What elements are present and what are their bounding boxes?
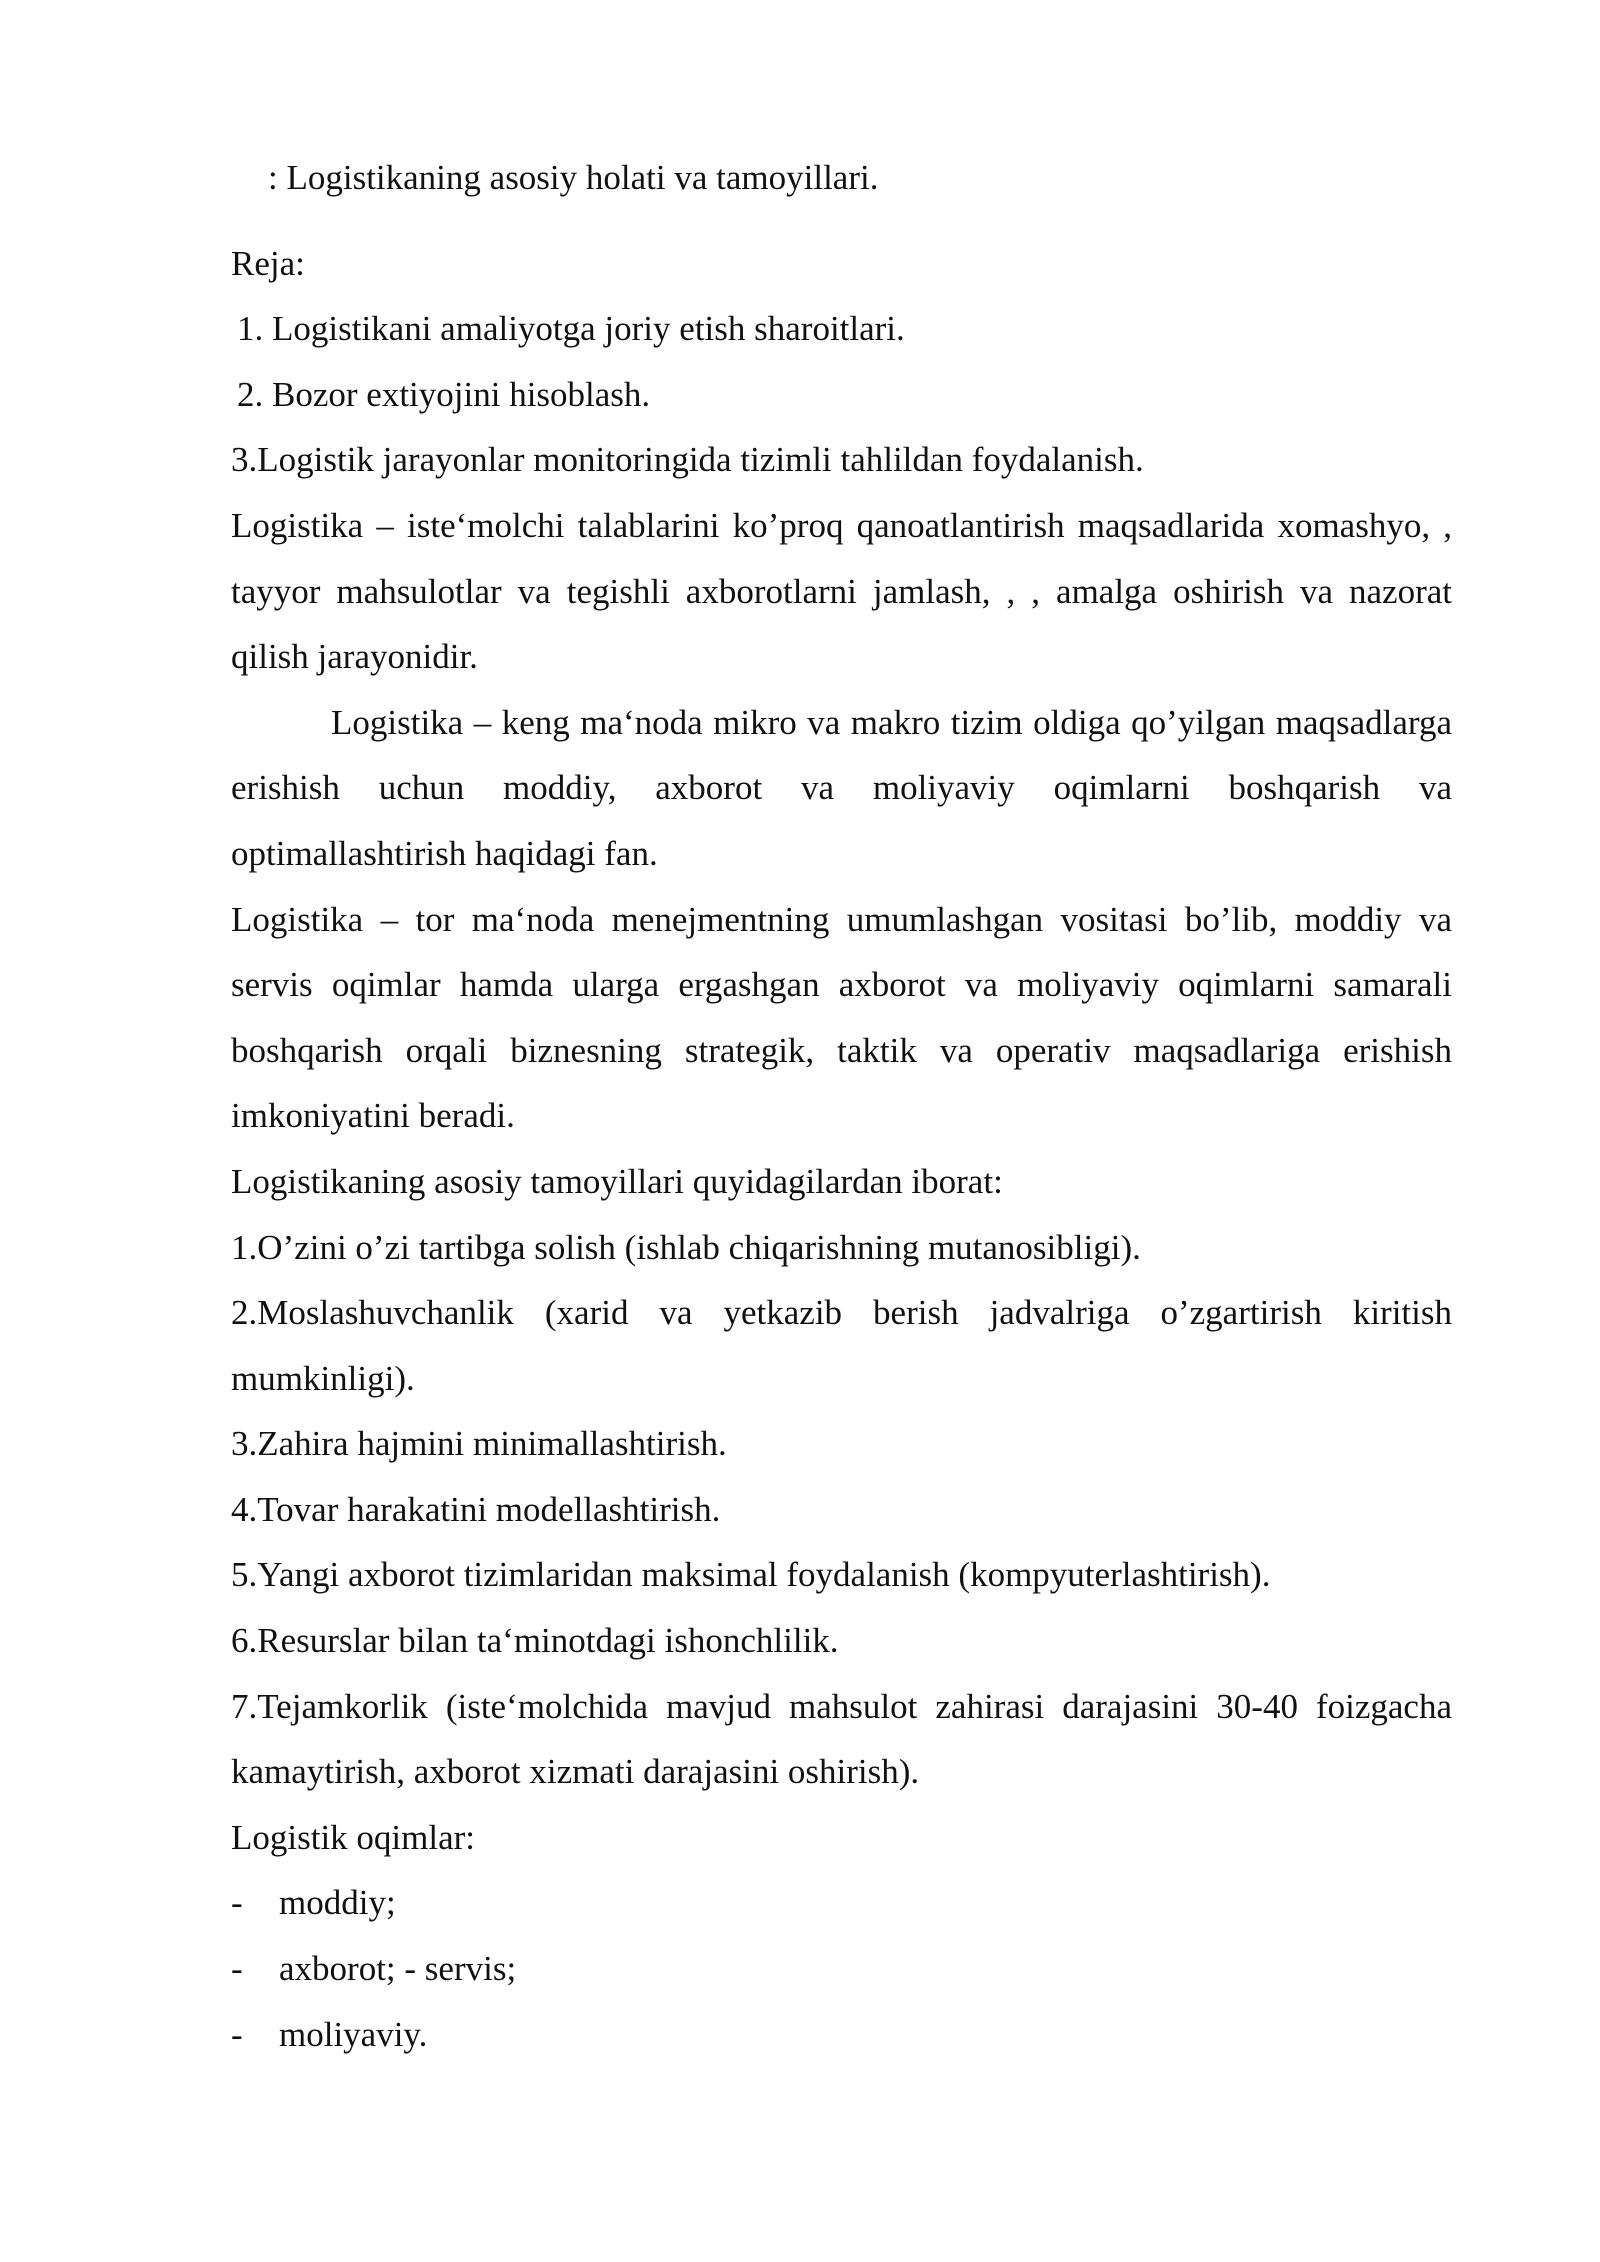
flow-dash: - [231,1949,243,1989]
plan-item-1: 1. Logistikani amaliyotga joriy etish sharoitlari. [237,309,905,349]
flow-dash: - [231,2014,243,2054]
principle-item-6: 6.Resurslar bilan ta‘minotdagi ishonchlilik. [231,1621,839,1661]
flow-item-label: moliyaviy. [279,2014,428,2054]
definition-paragraph-1: Logistika – iste‘molchi talablarini ko’proq qanoatlantirish maqsadlarida xomashyo, , tayyor mahsulotlar va tegishli axborotlarni jamlash, , , amalga oshirish va nazorat qilish jarayonidir. [231,505,1452,677]
flow-item-2 [231,1936,1452,2002]
principle-item-2: 2.Moslashuvchanlik (xarid va yetkazib berish jadvalriga o’zgartirish kiritish mumkinligi). [231,1293,1452,1398]
flow-item-1 [231,1870,1452,1936]
flow-item-label: moddiy; [279,1883,396,1923]
plan-heading: Reja: [231,243,305,283]
flow-dash: - [231,1883,243,1923]
principles-intro: Logistikaning asosiy tamoyillari quyidagilardan iborat: [231,1161,1003,1201]
principle-item-1: 1.O’zini o’zi tartibga solish (ishlab chiqarishning mutanosibligi). [231,1227,1141,1267]
document-body [231,145,1452,2067]
principle-item-5: 5.Yangi axborot tizimlaridan maksimal foydalanish (kompyuterlashtirish). [231,1555,1271,1595]
principle-item-4: 4.Tovar harakatini modellashtirish. [231,1489,721,1529]
flow-item-3 [231,2002,1452,2068]
plan-item-3: 3.Logistik jarayonlar monitoringida tizimli tahlildan foydalanish. [231,440,1144,480]
document-title: : Logistikaning asosiy holati va tamoyillari. [268,158,879,197]
principle-item-7: 7.Tejamkorlik (iste‘molchida mavjud mahsulot zahirasi darajasini 30-40 foizgacha kamaytirish, axborot xizmati darajasini oshirish). [231,1686,1452,1792]
flows-heading: Logistik oqimlar: [231,1817,476,1857]
definition-paragraph-2: Logistika – keng ma‘noda mikro va makro tizim oldiga qo’yilgan maqsadlarga erishish uchun moddiy, axborot va moliyaviy oqimlarni boshqarish va optimallashtirish haqidagi fan. [231,702,1452,873]
definition-paragraph-3: Logistika – tor ma‘noda menejmentning umumlashgan vositasi bo’lib, moddiy va servis oqimlar hamda ularga ergashgan axborot va moliyaviy oqimlarni samarali boshqarish orqali biznesning strategik, taktik va operativ maqsadlariga erishish imkoniyatini beradi. [231,899,1452,1136]
principle-item-3: 3.Zahira hajmini minimallashtirish. [231,1424,727,1464]
plan-item-2: 2. Bozor extiyojini hisoblash. [237,374,651,414]
flow-item-label: axborot; - servis; [279,1949,517,1989]
